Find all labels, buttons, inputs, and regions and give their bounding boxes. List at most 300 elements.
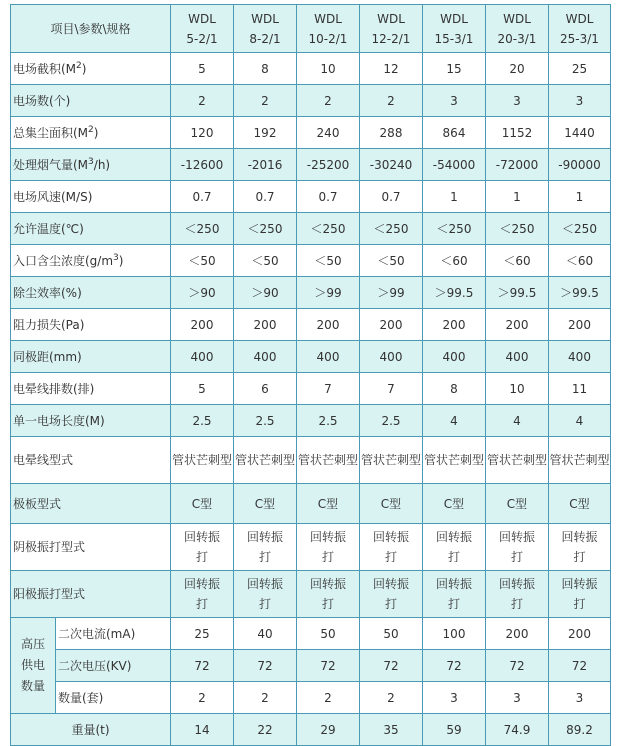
spec-row — [11, 571, 611, 618]
model-code: 8-2/1 — [249, 31, 281, 46]
value-text: 3 — [575, 690, 584, 705]
hv-group-label: 供电 — [20, 658, 45, 672]
value-cell — [423, 277, 486, 309]
value-text: ＜250 — [310, 221, 346, 236]
value-text: 管状芒刺型 — [423, 453, 484, 467]
value-cell — [549, 53, 611, 85]
value-text: ＜50 — [188, 253, 216, 268]
row-label-cell — [11, 181, 171, 213]
spec-row — [11, 405, 611, 437]
value-text: 72 — [509, 658, 525, 673]
value-text: ＞99.5 — [560, 285, 599, 300]
value-text: 72 — [320, 658, 336, 673]
model-series: WDL — [251, 11, 279, 26]
hv-group-label: 数量 — [20, 679, 45, 693]
value-text: 25 — [571, 61, 588, 76]
value-cell — [297, 524, 360, 571]
value-text: 200 — [505, 626, 529, 641]
value-cell — [423, 650, 486, 682]
spec-row — [11, 213, 611, 245]
value-cell — [549, 213, 611, 245]
value-text: 回转振打 — [372, 577, 409, 611]
value-cell — [234, 484, 297, 524]
value-text: 2.5 — [255, 413, 275, 428]
value-text: ＜250 — [373, 221, 409, 236]
value-text: 回转振打 — [498, 530, 535, 564]
value-cell — [549, 484, 611, 524]
value-text: 192 — [253, 125, 277, 140]
value-text: -2016 — [247, 157, 283, 172]
value-cell — [360, 373, 423, 405]
value-cell — [486, 618, 549, 650]
row-label-cell — [11, 524, 171, 571]
value-text: 3 — [575, 93, 584, 108]
value-cell — [549, 181, 611, 213]
unit-exponent: 3 — [113, 252, 119, 263]
model-series: WDL — [188, 11, 216, 26]
value-text: ＞99.5 — [434, 285, 474, 300]
value-cell — [360, 618, 423, 650]
row-label-cell — [11, 53, 171, 85]
model-header-cell — [234, 5, 297, 53]
value-cell — [423, 484, 486, 524]
value-cell — [297, 213, 360, 245]
value-cell — [360, 85, 423, 117]
value-cell — [234, 85, 297, 117]
value-text: 回转振打 — [435, 577, 472, 611]
value-cell — [486, 53, 549, 85]
value-text: 3 — [513, 93, 521, 108]
value-cell — [549, 85, 611, 117]
value-text: 1152 — [501, 125, 533, 140]
value-text: 14 — [194, 722, 210, 737]
value-text: 89.2 — [566, 722, 593, 737]
value-cell — [360, 53, 423, 85]
value-cell — [297, 571, 360, 618]
value-cell — [360, 149, 423, 181]
row-label-cell — [11, 341, 171, 373]
row-label: 总集尘面积(M — [13, 125, 89, 140]
hv-row — [11, 650, 611, 682]
value-cell — [171, 484, 234, 524]
value-cell — [297, 405, 360, 437]
value-text: 管状芒刺型 — [360, 453, 421, 467]
value-text: 0.7 — [318, 189, 338, 204]
value-cell — [486, 309, 549, 341]
hv-sub-label: 二次电流(mA) — [58, 626, 136, 641]
value-text: 回转振打 — [435, 530, 472, 564]
model-series: WDL — [377, 11, 405, 26]
value-text: ＞90 — [251, 285, 279, 300]
value-cell — [486, 117, 549, 149]
value-cell — [171, 618, 234, 650]
value-text: -72000 — [495, 157, 539, 172]
value-cell — [171, 571, 234, 618]
row-label-cell — [11, 373, 171, 405]
value-cell — [234, 53, 297, 85]
value-cell — [234, 618, 297, 650]
model-series: WDL — [565, 11, 594, 26]
model-header-cell — [486, 5, 549, 53]
value-cell — [360, 437, 423, 484]
value-cell — [360, 341, 423, 373]
value-cell — [234, 571, 297, 618]
value-cell — [486, 437, 549, 484]
hv-row — [11, 682, 611, 714]
unit-exponent: 2 — [88, 124, 94, 135]
unit-suffix: ) — [118, 253, 124, 268]
value-text: ＜250 — [499, 221, 535, 236]
value-text: ＞99.5 — [497, 285, 537, 300]
value-text: 回转振打 — [309, 530, 346, 564]
value-cell — [297, 341, 360, 373]
value-cell — [486, 405, 549, 437]
value-text: 7 — [324, 381, 332, 396]
value-text: 5 — [198, 381, 206, 396]
value-cell — [423, 309, 486, 341]
row-label-cell — [11, 571, 171, 618]
model-series: WDL — [314, 11, 342, 26]
value-text: 22 — [257, 722, 273, 737]
value-cell — [297, 181, 360, 213]
value-cell — [549, 245, 611, 277]
spec-row — [11, 85, 611, 117]
row-label: 入口含尘浓度(g/m — [13, 253, 114, 268]
value-text: 3 — [450, 690, 458, 705]
model-header-cell — [549, 5, 611, 53]
value-text: 12 — [383, 61, 399, 76]
spec-row — [11, 53, 611, 85]
spec-row — [11, 373, 611, 405]
row-label: 电场数(个) — [13, 93, 71, 108]
value-text: C型 — [380, 496, 402, 511]
value-text: ＜250 — [436, 221, 472, 236]
value-text: 回转振打 — [561, 530, 598, 564]
value-cell — [360, 650, 423, 682]
value-text: 200 — [379, 317, 403, 332]
value-cell — [360, 309, 423, 341]
value-cell — [486, 149, 549, 181]
value-text: 400 — [316, 349, 340, 364]
value-text: 0.7 — [255, 189, 275, 204]
row-label-cell — [11, 85, 171, 117]
value-text: 3 — [450, 93, 458, 108]
value-cell — [423, 437, 486, 484]
header-label: 项目\参数\规格 — [50, 21, 131, 36]
value-cell — [297, 437, 360, 484]
value-text: 10 — [320, 61, 336, 76]
value-text: 50 — [383, 626, 399, 641]
row-label: 允许温度(℃) — [13, 221, 84, 236]
value-text: 3 — [513, 690, 521, 705]
value-text: 管状芒刺型 — [234, 453, 295, 467]
value-text: 回转振打 — [561, 577, 598, 611]
value-text: 2 — [198, 93, 206, 108]
value-cell — [360, 524, 423, 571]
value-cell — [549, 437, 611, 484]
value-cell — [234, 181, 297, 213]
value-cell — [486, 181, 549, 213]
value-text: 400 — [568, 349, 591, 364]
model-code: 15-3/1 — [434, 31, 474, 46]
value-cell — [549, 149, 611, 181]
value-cell — [423, 571, 486, 618]
spec-row — [11, 245, 611, 277]
row-label: 除尘效率(%) — [13, 285, 82, 300]
value-cell — [423, 524, 486, 571]
value-text: C型 — [443, 496, 465, 511]
value-text: 回转振打 — [183, 577, 220, 611]
model-code: 10-2/1 — [308, 31, 348, 46]
row-label-cell — [11, 309, 171, 341]
value-text: 200 — [568, 626, 591, 641]
row-label-cell — [11, 245, 171, 277]
value-cell — [297, 309, 360, 341]
value-cell — [486, 373, 549, 405]
value-cell — [486, 571, 549, 618]
value-cell — [297, 149, 360, 181]
value-text: 回转振打 — [246, 530, 283, 564]
value-text: 6 — [261, 381, 269, 396]
row-label-cell — [11, 405, 171, 437]
value-cell — [486, 524, 549, 571]
value-text: 200 — [505, 317, 529, 332]
value-text: 0.7 — [192, 189, 212, 204]
spec-row — [11, 524, 611, 571]
value-text: 400 — [253, 349, 277, 364]
value-text: 72 — [571, 658, 588, 673]
value-cell — [234, 437, 297, 484]
value-cell — [549, 373, 611, 405]
value-text: 2 — [324, 690, 332, 705]
value-text: ＞99 — [314, 285, 342, 300]
value-text: 864 — [442, 125, 466, 140]
value-text: ＜50 — [377, 253, 405, 268]
value-cell — [549, 524, 611, 571]
hv-row — [11, 618, 611, 650]
value-cell — [297, 650, 360, 682]
value-text: 200 — [316, 317, 340, 332]
model-header-cell — [423, 5, 486, 53]
value-text: 200 — [190, 317, 214, 332]
value-text: 回转振打 — [372, 530, 409, 564]
unit-exponent: 3 — [88, 156, 94, 167]
hv-group-label: 高压 — [20, 637, 45, 651]
value-cell — [171, 524, 234, 571]
header-row — [11, 5, 611, 53]
value-cell — [549, 618, 611, 650]
model-header-cell — [171, 5, 234, 53]
value-text: ＜250 — [184, 221, 220, 236]
spec-table — [10, 4, 611, 746]
row-label: 阴极振打型式 — [13, 540, 86, 554]
model-code: 12-2/1 — [371, 31, 411, 46]
value-cell — [171, 245, 234, 277]
value-cell — [171, 650, 234, 682]
value-cell — [423, 53, 486, 85]
row-label: 电晕线型式 — [13, 453, 74, 467]
value-text: 400 — [505, 349, 529, 364]
row-label-cell — [11, 484, 171, 524]
value-text: 回转振打 — [309, 577, 346, 611]
value-text: -30240 — [369, 157, 413, 172]
value-text: C型 — [569, 496, 590, 511]
spec-row — [11, 341, 611, 373]
value-text: 1440 — [564, 125, 595, 140]
value-cell — [171, 117, 234, 149]
row-label-cell — [11, 213, 171, 245]
value-cell — [297, 682, 360, 714]
value-cell — [423, 117, 486, 149]
spec-row — [11, 309, 611, 341]
value-text: 2.5 — [192, 413, 212, 428]
spec-row — [11, 117, 611, 149]
value-text: 15 — [446, 61, 462, 76]
value-text: 8 — [450, 381, 458, 396]
value-text: 200 — [442, 317, 466, 332]
value-text: 回转振打 — [246, 577, 283, 611]
value-text: 2 — [387, 690, 395, 705]
value-text: 400 — [442, 349, 466, 364]
value-text: 回转振打 — [498, 577, 535, 611]
value-text: 管状芒刺型 — [297, 453, 358, 467]
value-cell — [234, 213, 297, 245]
value-text: 回转振打 — [183, 530, 220, 564]
value-cell — [486, 277, 549, 309]
weight-label: 重量(t) — [71, 722, 110, 737]
value-text: 35 — [383, 722, 399, 737]
value-cell — [297, 117, 360, 149]
value-text: 2 — [261, 690, 269, 705]
value-text: 7 — [387, 381, 395, 396]
value-text: -54000 — [432, 157, 476, 172]
value-text: 400 — [190, 349, 214, 364]
value-cell — [360, 181, 423, 213]
value-cell — [549, 682, 611, 714]
spec-row — [11, 484, 611, 524]
row-label: 电场风速(M/S) — [13, 189, 93, 204]
row-label: 单一电场长度(M) — [13, 413, 105, 428]
value-cell — [360, 213, 423, 245]
value-text: 100 — [442, 626, 466, 641]
value-text: ＜50 — [251, 253, 279, 268]
value-cell — [234, 650, 297, 682]
value-text: 72 — [383, 658, 399, 673]
value-text: 8 — [261, 61, 269, 76]
value-cell — [423, 341, 486, 373]
value-cell — [423, 85, 486, 117]
model-series: WDL — [440, 11, 468, 26]
value-text: -90000 — [558, 157, 601, 172]
value-text: 管状芒刺型 — [549, 453, 610, 467]
value-text: 2.5 — [318, 413, 338, 428]
value-text: 1 — [513, 189, 521, 204]
value-cell — [360, 277, 423, 309]
value-cell — [171, 437, 234, 484]
hv-sub-label-cell — [56, 650, 171, 682]
row-label-cell — [11, 437, 171, 484]
value-cell — [549, 571, 611, 618]
value-cell — [171, 309, 234, 341]
value-text: 0.7 — [381, 189, 401, 204]
value-cell — [423, 373, 486, 405]
spec-row — [11, 277, 611, 309]
value-text: -25200 — [306, 157, 350, 172]
value-text: 管状芒刺型 — [171, 453, 232, 467]
value-text: 4 — [575, 413, 584, 428]
value-text: 200 — [253, 317, 277, 332]
value-cell — [234, 245, 297, 277]
spec-row — [11, 181, 611, 213]
value-cell — [423, 149, 486, 181]
value-cell — [423, 181, 486, 213]
value-cell — [234, 405, 297, 437]
value-text: 4 — [450, 413, 458, 428]
value-cell — [171, 213, 234, 245]
value-cell — [360, 571, 423, 618]
unit-suffix: ) — [93, 125, 99, 140]
value-text: 400 — [379, 349, 403, 364]
row-label: 阻力损失(Pa) — [13, 317, 85, 332]
row-label: 同极距(mm) — [13, 349, 82, 364]
row-label: 处理烟气量(M — [13, 157, 89, 172]
value-cell — [171, 149, 234, 181]
value-cell — [549, 650, 611, 682]
value-cell — [549, 117, 611, 149]
hv-sub-label: 二次电压(KV) — [58, 658, 132, 673]
value-text: 10 — [509, 381, 525, 396]
value-text: 20 — [509, 61, 525, 76]
value-cell — [171, 53, 234, 85]
unit-exponent: 2 — [76, 60, 82, 71]
value-text: -12600 — [180, 157, 224, 172]
hv-sub-label-cell — [56, 682, 171, 714]
model-code: 5-2/1 — [186, 31, 218, 46]
value-text: 5 — [198, 61, 206, 76]
value-cell — [234, 117, 297, 149]
value-cell — [171, 405, 234, 437]
row-label-cell — [11, 149, 171, 181]
value-cell — [423, 682, 486, 714]
value-text: 1 — [450, 189, 458, 204]
model-header-cell — [297, 5, 360, 53]
spec-row — [11, 149, 611, 181]
value-text: 2 — [387, 93, 395, 108]
value-cell — [360, 682, 423, 714]
value-text: 2 — [198, 690, 206, 705]
value-text: 200 — [568, 317, 591, 332]
value-cell — [234, 277, 297, 309]
value-cell — [171, 85, 234, 117]
value-text: 1 — [575, 189, 584, 204]
value-text: 72 — [257, 658, 273, 673]
row-label: 极板型式 — [13, 496, 62, 511]
value-text: 74.9 — [503, 722, 531, 737]
model-code: 20-3/1 — [497, 31, 537, 46]
hv-group-label-cell — [11, 618, 56, 714]
value-cell — [486, 682, 549, 714]
value-text: 4 — [513, 413, 521, 428]
spec-table-body — [11, 5, 611, 746]
value-cell — [297, 53, 360, 85]
value-cell — [360, 484, 423, 524]
value-cell — [297, 373, 360, 405]
value-text: 50 — [320, 626, 336, 641]
value-text: 40 — [257, 626, 273, 641]
row-label-cell — [11, 117, 171, 149]
value-cell — [297, 245, 360, 277]
value-text: 120 — [190, 125, 214, 140]
